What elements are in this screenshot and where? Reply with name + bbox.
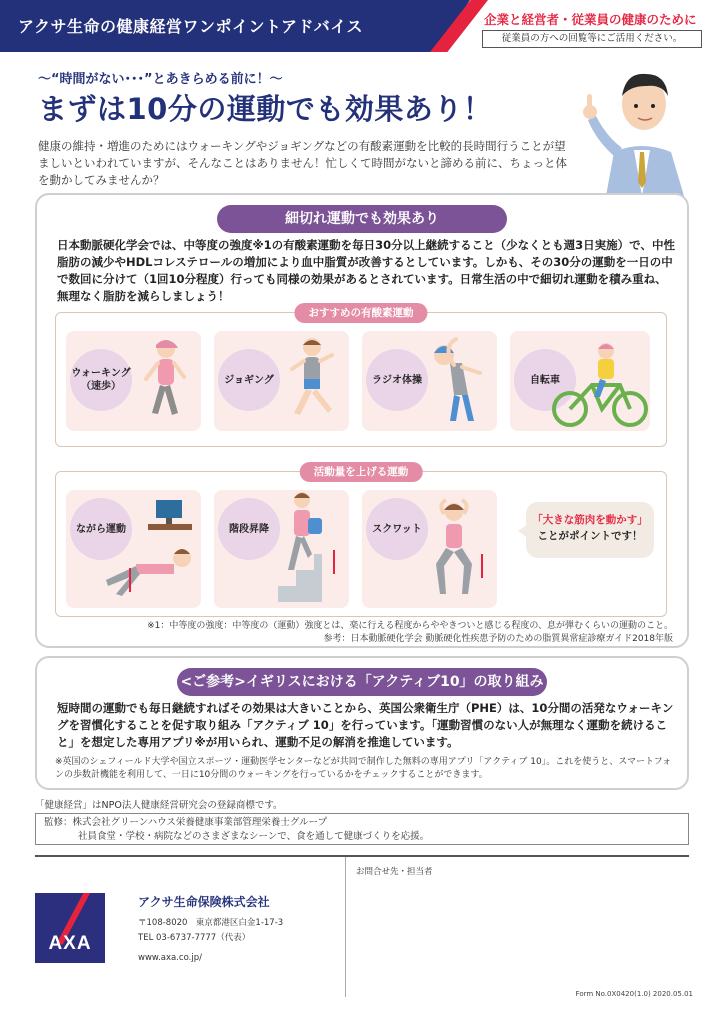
section-heading: <ご参考>イギリスにおける「アクティブ10」の取り組み [177,668,547,696]
supervision-box [35,813,689,845]
company-address: 〒108-8020 東京都港区白金1-17-3 [138,918,284,928]
exercise-tile-stairs [214,490,349,608]
hero-intro-text: 健康の維持・増進のためにはウォーキングやジョギングなどの有酸素運動を比較的長時間行うことが望ましいといわれていますが、そんなことはありません！忙しくて時間がないと諦める前に、ちょっと体を動かしてみませんか？ [38,139,567,187]
exercise-tile-jogging [214,331,349,431]
speech-bubble [526,502,654,558]
header-title: アクサ生命の健康経営ワンポイントアドバイス [18,17,364,36]
section-body-text: 日本動脈硬化学会では、中等度の強度※1の有酸素運動を毎日30分以上継続すること（少なくとも週3日実施）で、中性脂肪の減少やHDLコレステロールの増加により血中脂質が改善するとしています。しかも、その30分の運動を一日の中で数回に分けて（1回10分程度）行っても同様の効果があるとされています。日常生活の中で細切れ運動を積み重ね、無理なく脂肪を減らしましょう！ [57,238,675,303]
company-tel: TEL 03-6737-7777（代表） [138,933,251,943]
exercise-tile-squat [362,490,497,608]
exercise-label: ながら運動 [70,498,132,560]
exercise-label: ジョギング [218,349,280,411]
form-number: Form No.0X0420(1.0) 2020.05.01 [575,990,693,998]
company-contact [138,916,283,946]
bubble-text: ことがポイントです！ [537,530,643,542]
logo-text: AXA [48,933,92,954]
aerobic-exercise-panel [55,307,667,447]
company-website-link[interactable]: www.axa.co.jp/ [138,953,202,963]
exercise-label: スクワット [366,498,428,560]
stairs-person-icon [272,490,348,606]
activity-exercise-panel [55,466,667,617]
stretching-person-icon [422,333,494,429]
walking-person-icon [134,335,196,427]
supervision-line: 監修：株式会社グリーンハウス栄養健康事業部管理栄養士グループ [44,817,328,828]
panel-label: 活動量を上げる運動 [300,462,423,482]
bicycle-icon [550,335,650,429]
footer-column-divider [345,857,346,997]
page-title: まずは10分の運動でも効果あり！ [38,92,493,126]
footer-divider [35,855,689,857]
exercise-tile-walking [66,331,201,431]
company-name: アクサ生命保険株式会社 [138,895,270,909]
panel-label: おすすめの有酸素運動 [294,303,427,323]
businessman-illustration-icon [566,60,716,196]
exercise-label: ウォーキング （速歩） [70,349,132,411]
section-active10-card [35,656,689,790]
squat-person-icon [424,494,494,604]
contact-label: お問合せ先・担当者 [356,867,433,877]
supervision-line: 社員食堂・学校・病院などのさまざまなシーンで、食を通して健康づくりを応援。 [78,831,430,842]
footnote-reference: 参考：日本動脈硬化学会 動脈硬化性疾患予防のための脂質異常症診療ガイド2018年版 [323,634,673,644]
exercise-tile-cycling [510,331,650,431]
leg-raise-person-icon [86,494,201,606]
header-tagline: 企業と経営者・従業員の健康のために [484,12,697,27]
trademark-note: 「健康経営」はNPO法人健康経営研究会の登録商標です。 [35,800,283,811]
exercise-tile-nagara [66,490,201,608]
exercise-tile-radio-taiso [362,331,497,431]
bubble-emphasis: 「大きな筋肉を動かす」 [532,514,648,526]
exercise-label: 自転車 [514,349,576,411]
section-heading: 細切れ運動でも効果あり [217,205,507,233]
footnote-definition: ※1：中等度の強度：中等度の（運動）強度とは、楽に行える程度からややきついと感じる程度の、息が弾むくらいの運動のこと。 [147,621,673,631]
exercise-label: 階段昇降 [218,498,280,560]
section-body-text: 短時間の運動でも毎日継続すればその効果は大きいことから、英国公衆衛生庁（PHE）は、10分間の活発なウォーキングを習慣化することを促す取り組み「アクティブ 10」を行っています。「運動習慣のない人が無理なく運動を続けること」を想定した専用アプリ※が用いられ、運動不足の解消を推進しています。 [57,701,674,749]
exercise-label: ラジオ体操 [366,349,428,411]
section-short-exercise-card [35,193,689,648]
header-circulation-note: 従業員の方への回覧等にご活用ください。 [482,30,702,48]
footnote [133,620,673,646]
axa-logo [35,893,105,963]
jogging-person-icon [278,333,348,429]
header-band [0,0,723,52]
footnote: ※英国のシェフィールド大学や国立スポーツ・運動医学センターなどが共同で制作した無料の専用アプリ「アクティブ 10」。これを使うと、スマートフォンの歩数計機能を利用して、一日に10分間のウォーキングを行っているかをチェックすることができます。 [55,757,672,780]
hero-subtitle: 〜“時間がない･･･”とあきらめる前に！〜 [38,72,283,87]
